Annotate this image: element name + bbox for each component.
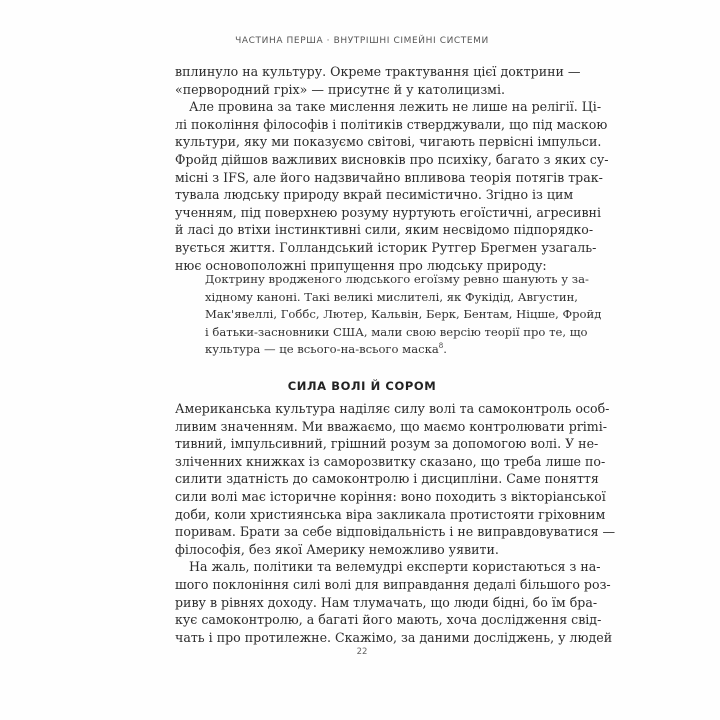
text-line: силити здатність до самоконтролю і дисципліни. Саме поняття [175, 471, 599, 487]
text-line: Американська культура наділяє силу волі та самоконтроль особ- [175, 401, 610, 416]
text-line: культури, яку ми показуємо світові, чигають первісні імпульси. [175, 134, 602, 150]
paragraph-1 [175, 63, 581, 98]
text-line: вплинуло на культуру. Окреме трактування цієї доктрини — [175, 64, 581, 79]
page-number: 22 [356, 647, 368, 657]
text-line: ливим значенням. Ми вважаємо, що маємо контролювати primi- [175, 418, 608, 434]
text-line-content: культура — це всього-на-всього маска [205, 342, 439, 357]
section1-body [175, 63, 609, 274]
text-line: вується життя. Голландський історик Рутгер Брегмен узагаль- [175, 239, 597, 255]
text-line: і батьки-засновники США, мали свою версію теорії про те, що [205, 324, 588, 339]
paragraph-3 [175, 400, 616, 558]
punctuation: . [443, 342, 447, 357]
running-head: ЧАСТИНА ПЕРША · ВНУТРІШНІ СІМЕЙНІ СИСТЕМИ [235, 36, 489, 46]
text-line: Фройд дійшов важливих висновків про психіку, багато з яких су- [175, 151, 609, 167]
text-line: Доктрину вродженого людського егоїзму ревно шанують у за- [205, 272, 589, 286]
text-line: ученням, під поверхнею розуму нуртують егоїстичні, агресивні [175, 204, 601, 220]
section-heading: СИЛА ВОЛІ Й СОРОМ [287, 379, 437, 393]
text-line: «первородний гріх» — присутнє й у католицизмі. [175, 81, 506, 97]
text-line: доби, коли християнська віра закликала протистояти гріховним [175, 506, 606, 522]
text-line: нює основоположні припущення про людську природу: [175, 257, 547, 273]
text-line: філософія, без якої Америку неможливо уявити. [175, 541, 499, 557]
text-line: лі покоління філософів і політиків стверджували, що під маскою [175, 116, 608, 132]
text-line: й ласі до втіхи інстинктивні сили, яким несвідомо підпорядко- [175, 222, 594, 238]
text-line: Мак'явеллі, Гоббс, Лютер, Кальвін, Берк, Бентам, Ніцше, Фройд [205, 307, 602, 322]
text-line [205, 341, 531, 359]
text-line: На жаль, політики та велемудрі експерти користаються з на- [189, 559, 601, 575]
paragraph-2 [175, 98, 609, 274]
text-line: шого поклоніння силі волі для виправдання дедалі більшого роз- [175, 576, 611, 592]
footnote-ref[interactable]: 8 [438, 342, 444, 351]
text-line: сили волі має історичне коріння: воно походить з вікторіанської [175, 488, 606, 504]
text-line: хідному каноні. Такі великі мислителі, як Фукідід, Августин, [205, 289, 578, 304]
text-line: риву в рівнях доходу. Нам тлумачать, що люди бідні, бо їм бра- [175, 594, 598, 610]
text-line: поривам. Брати за себе відповідальність і не виправдовуватися — [175, 524, 616, 540]
text-line: місні з IFS, але його надзвичайно впливова теорія потягів трак- [175, 169, 603, 185]
section2-body [175, 400, 616, 646]
text-line: зліченних книжках із саморозвитку сказано, що треба лише по- [175, 453, 606, 469]
text-line: тувала людську природу вкрай песимістично. Згідно із цим [175, 187, 574, 203]
text-line: чать і про протилежне. Скажімо, за даними досліджень, у людей [175, 629, 613, 645]
blockquote [205, 271, 602, 359]
blockquote-text [205, 271, 602, 359]
paragraph-4 [175, 558, 613, 646]
text-line: кує самоконтролю, а багаті його мають, хоча дослідження свід- [175, 612, 602, 628]
text-line: Але провина за таке мислення лежить не лише на релігії. Ці- [189, 99, 602, 115]
text-line: тивний, імпульсивний, грішний розум за допомогою волі. У не- [175, 436, 599, 452]
